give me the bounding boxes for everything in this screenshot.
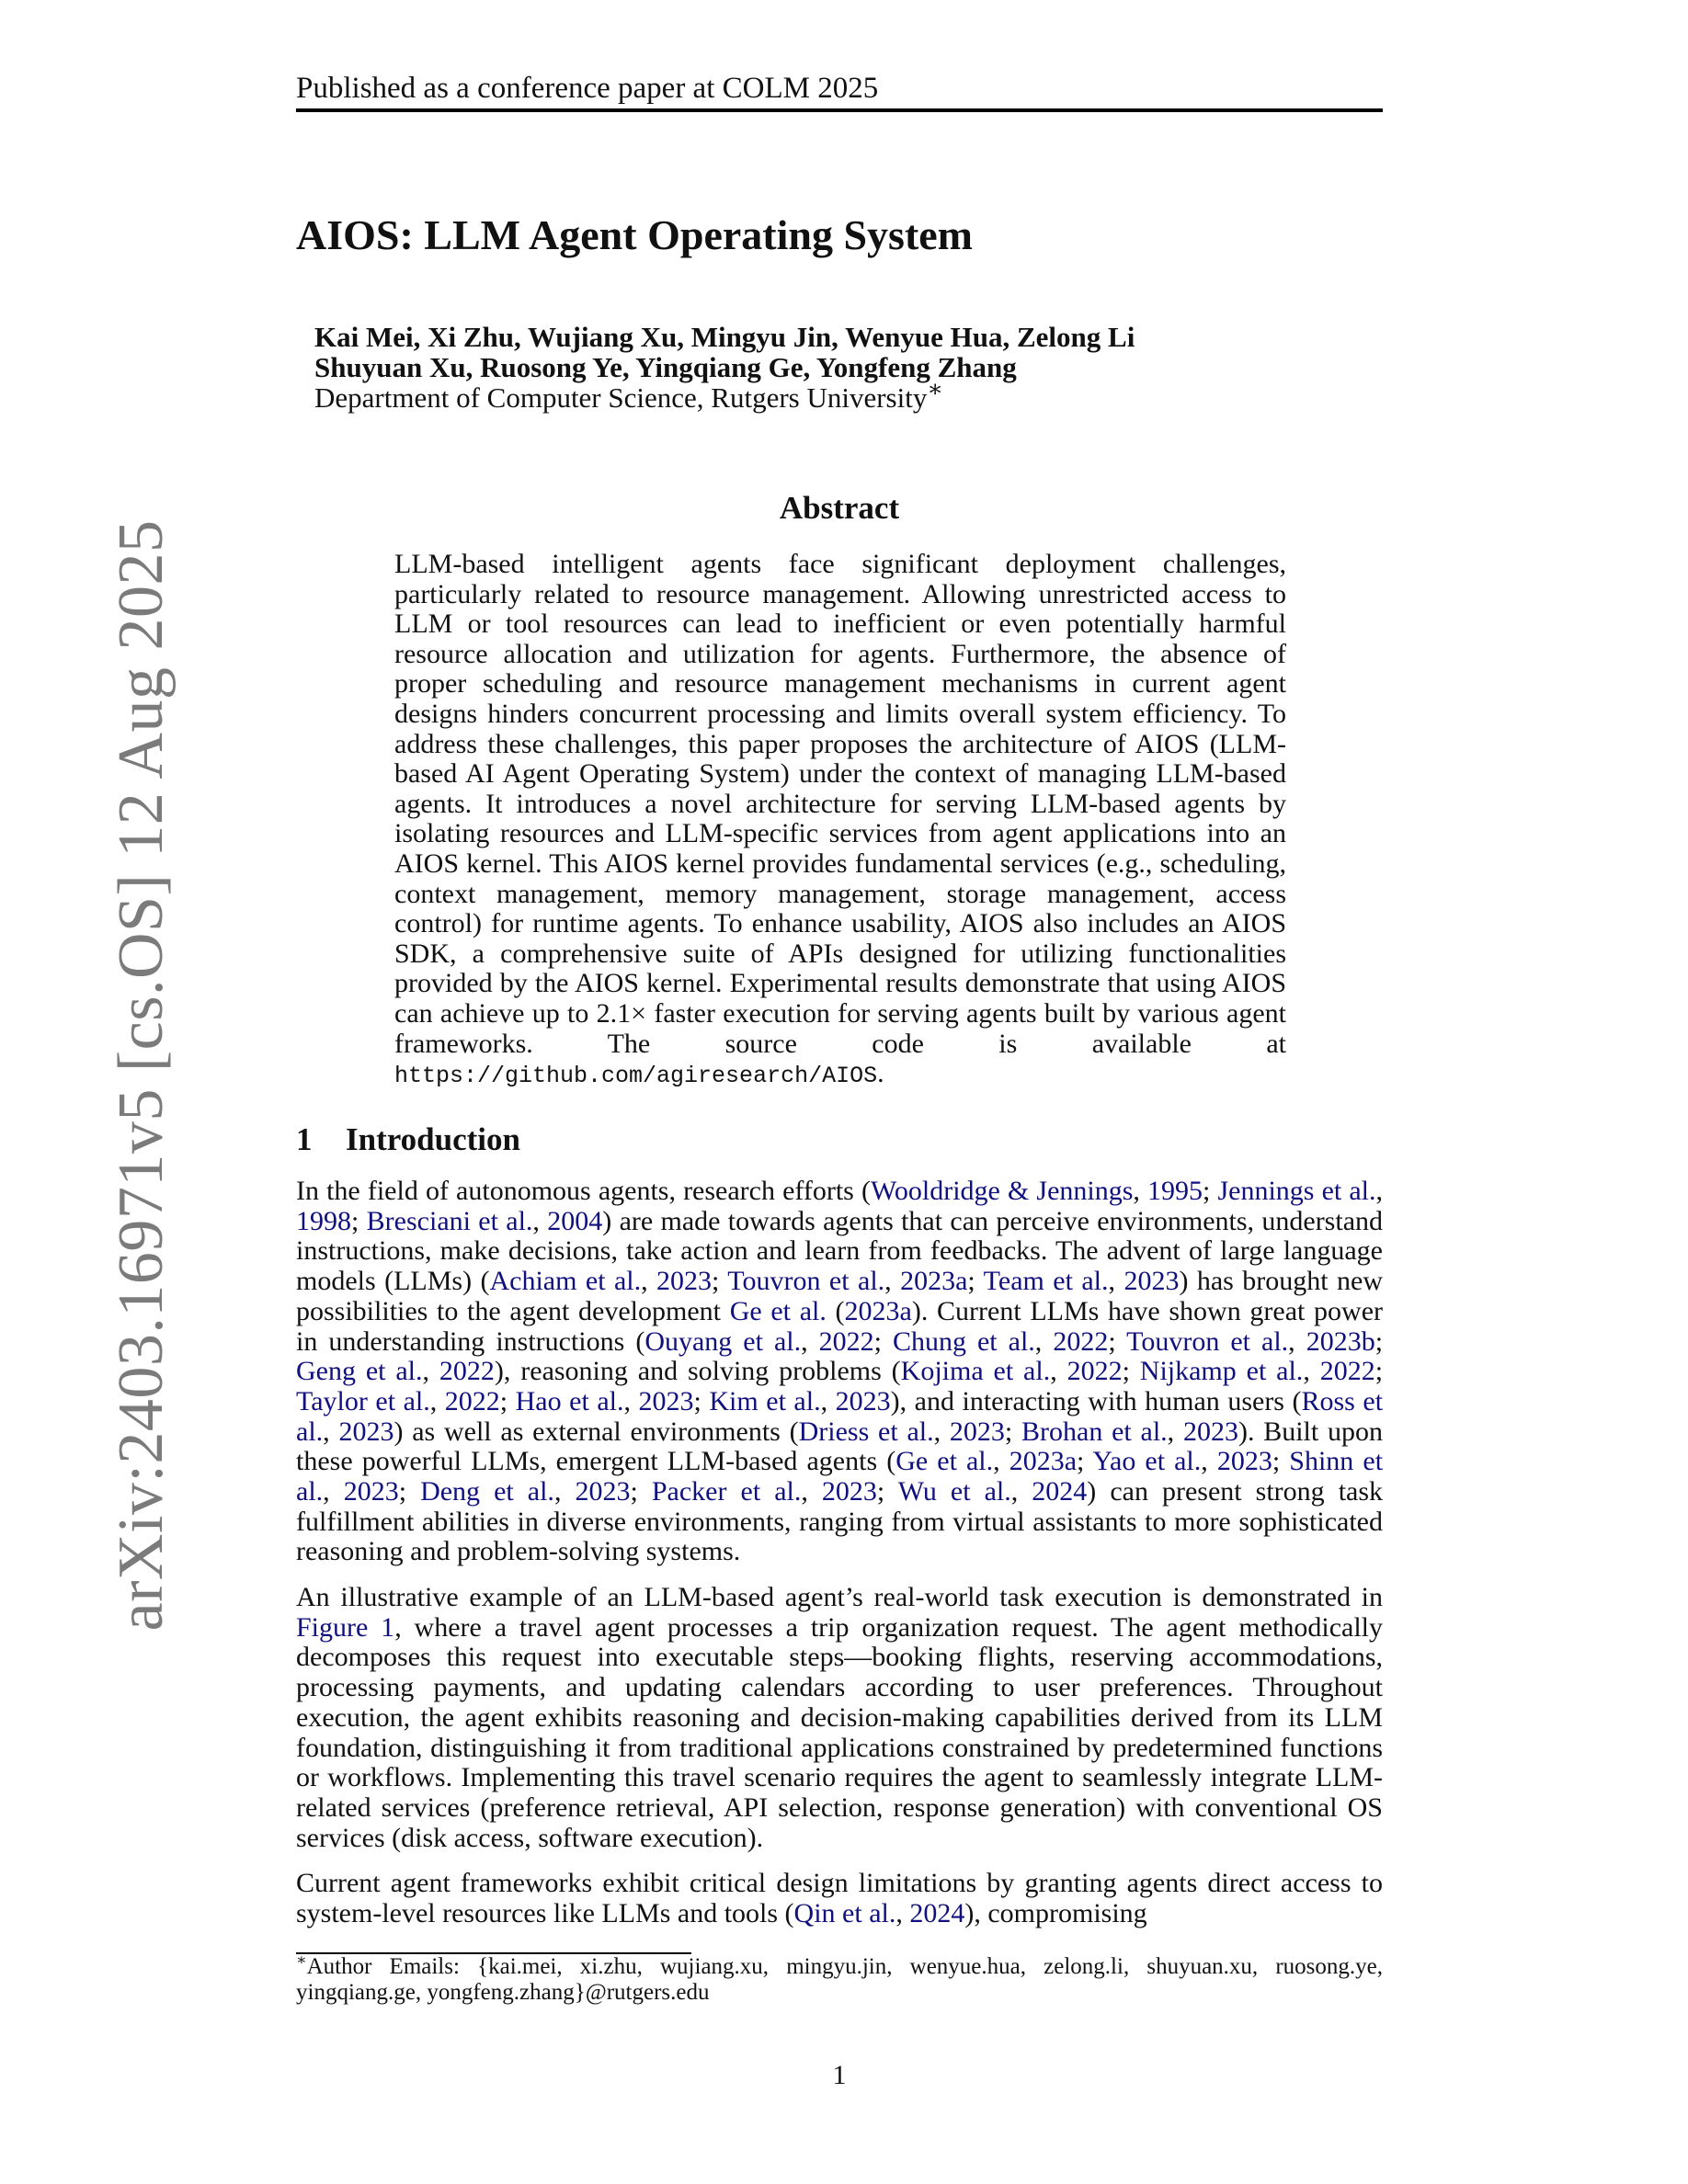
footnote-text: Author Emails: {kai.mei, xi.zhu, wujiang.xu, mingyu.jin, wenyue.hua, zelong.li, shuyuan.xu, ruosong.ye, yingqiang.ge, yongfeng.zhang}@rutgers.edu [296, 1954, 1383, 2005]
paragraph-text: , [532, 1205, 548, 1236]
citation-link[interactable]: Ouyang et al. [644, 1325, 802, 1357]
paragraph-text: ; [630, 1476, 652, 1507]
paper-title: AIOS: LLM Agent Operating System [296, 211, 973, 258]
paragraph-text: , [553, 1476, 576, 1507]
citation-link[interactable]: Kim et al. [709, 1385, 821, 1416]
citation-link[interactable]: 2023 [835, 1385, 891, 1416]
author-list-line-1: Kai Mei, Xi Zhu, Wujiang Xu, Mingyu Jin, Wenyue Hua, Zelong Li [314, 321, 1135, 353]
citation-link[interactable]: 2023b [1306, 1325, 1375, 1357]
page-number: 1 [832, 2060, 847, 2090]
citation-link[interactable]: Achiam et al. [489, 1266, 642, 1297]
affiliation [314, 375, 1381, 414]
citation-link[interactable]: 2022 [1319, 1356, 1375, 1387]
citation-link[interactable]: 2023 [949, 1416, 1005, 1447]
paragraph-text: , [895, 1897, 910, 1928]
paragraph-text: , [323, 1476, 344, 1507]
paragraph-text: ; [1374, 1325, 1384, 1357]
intro-paragraph-3 [296, 1869, 1383, 1928]
paragraph-text: , [1034, 1325, 1054, 1357]
paragraph-text: ; [398, 1476, 421, 1507]
citation-link[interactable]: Driess et al. [798, 1416, 934, 1447]
paragraph-text: Current agent frameworks exhibit critical design limitations by granting agents direct access to system-level resources like LLMs and tools ( [296, 1868, 1383, 1928]
paragraph-text: , [884, 1266, 901, 1297]
paragraph-text: ) can present strong task fulfillment abilities in diverse environments, ranging from virtual assistants to more sophisticated reasoning and problem-solving systems. [296, 1476, 1384, 1567]
venue-label: Published as a conference paper at COLM 2025 [296, 72, 879, 105]
paragraph-text: ). Built upon these powerful LLMs, emergent LLM-based agents ( [296, 1416, 1384, 1477]
paragraph-text: ; [1203, 1176, 1218, 1206]
citation-link[interactable]: Geng et al. [296, 1356, 423, 1387]
citation-link[interactable]: 2024 [1032, 1476, 1088, 1507]
paragraph-text: , [429, 1385, 445, 1416]
citation-link[interactable]: 2023 [656, 1266, 713, 1297]
citation-link[interactable]: 2004 [547, 1205, 603, 1236]
paragraph-text: , [1375, 1176, 1383, 1206]
paragraph-text: ) has brought new possibilities to the agent development [296, 1266, 1384, 1326]
citation-link[interactable]: 2022 [818, 1325, 874, 1357]
paragraph-text: , [801, 1476, 822, 1507]
citation-link[interactable]: 2023 [638, 1385, 694, 1416]
paragraph-text: ; [1374, 1356, 1384, 1387]
paragraph-text: ) are made towards agents that can perceive environments, understand instructions, make decisions, take action and learn from feedbacks. The advent of large language models (LLMs) ( [296, 1205, 1384, 1297]
citation-link[interactable]: 2023a [844, 1295, 912, 1326]
paragraph-text: ; [967, 1266, 984, 1297]
paragraph-text: ; [1004, 1416, 1021, 1447]
paragraph-text: , [1050, 1356, 1067, 1387]
citation-link[interactable]: Jennings et al. [1217, 1176, 1376, 1206]
paragraph-text: , [801, 1325, 819, 1357]
paragraph-text: ), compromising [964, 1897, 1147, 1928]
citation-link[interactable]: Wooldridge & Jennings [870, 1176, 1134, 1206]
citation-link[interactable]: 2023 [1182, 1416, 1238, 1447]
author-block [314, 322, 1381, 413]
citation-link[interactable]: 1998 [296, 1205, 351, 1236]
paragraph-text: ; [351, 1205, 367, 1236]
paragraph-text: , [1288, 1325, 1306, 1357]
paragraph-text: ; [1077, 1446, 1093, 1477]
paragraph-text: ( [826, 1295, 845, 1326]
abstract-end: . [877, 1058, 884, 1089]
citation-link[interactable]: 2023 [343, 1476, 399, 1507]
citation-link[interactable]: Chung et al. [892, 1325, 1035, 1357]
abstract-body [394, 550, 1286, 1092]
citation-link[interactable]: 2022 [1066, 1356, 1123, 1387]
citation-link[interactable]: Touvron et al. [1126, 1325, 1289, 1357]
citation-link[interactable]: Qin et al. [793, 1897, 896, 1928]
paragraph-text: ; [499, 1385, 516, 1416]
citation-link[interactable]: 2023 [1216, 1446, 1272, 1477]
paragraph-text: , [1201, 1446, 1217, 1477]
footnote [296, 1951, 1383, 2006]
author-list-line-2: Shuyuan Xu, Ruosong Ye, Yingqiang Ge, Yongfeng Zhang [314, 351, 1017, 383]
section-title: Introduction [346, 1121, 520, 1157]
arxiv-side-stamp: arXiv:2403.16971v5 [cs.OS] 12 Aug 2025 [106, 519, 177, 1632]
citation-link[interactable]: Packer et al. [651, 1476, 802, 1507]
paragraph-text: , [1167, 1416, 1183, 1447]
citation-link[interactable]: Hao et al. [515, 1385, 624, 1416]
citation-link[interactable]: 2023 [1123, 1266, 1180, 1297]
abstract-heading: Abstract [779, 490, 900, 526]
paragraph-text: ) as well as external environments ( [393, 1416, 799, 1447]
citation-link[interactable]: Yao et al. [1092, 1446, 1202, 1477]
citation-link[interactable]: 1995 [1147, 1176, 1203, 1206]
paragraph-text: ; [1272, 1446, 1290, 1477]
paragraph-text: , [993, 1446, 1009, 1477]
footnote-mark: ∗ [296, 1951, 307, 1969]
source-code-link[interactable]: https://github.com/agiresearch/AIOS [394, 1063, 878, 1090]
paragraph-text: ; [1108, 1325, 1127, 1357]
citation-link[interactable]: 2024 [909, 1897, 965, 1928]
paragraph-text: ; [693, 1385, 710, 1416]
citation-link[interactable]: 2022 [439, 1356, 495, 1387]
section-number: 1 [296, 1121, 313, 1157]
paragraph-text: , [323, 1416, 339, 1447]
citation-link[interactable]: 2023a [1009, 1446, 1078, 1477]
citation-link[interactable]: Touvron et al. [727, 1266, 885, 1297]
citation-link[interactable]: 2023a [900, 1266, 968, 1297]
citation-link[interactable]: Ross et al. [296, 1385, 1384, 1447]
paragraph-text: , [933, 1416, 950, 1447]
citation-link[interactable]: Ge et al. [895, 1446, 994, 1477]
paragraph-text: An illustrative example of an LLM-based agent’s real-world task execution is demonstrated in [296, 1582, 1383, 1612]
intro-paragraph-2 [296, 1583, 1383, 1853]
citation-link[interactable]: Deng et al. [420, 1476, 554, 1507]
citation-link[interactable]: Brohan et al. [1021, 1416, 1168, 1447]
abstract-text: LLM-based intelligent agents face significant deployment challenges, particularly related to resource management. Allowing unrestricted access to LLM or tool resources can lead to inefficient or even potentially harmful resource allocation and utilization for agents. Furthermore, the absence of proper scheduling and resource management mechanisms in current agent designs hinders concurrent processing and limits overall system efficiency. To address these challenges, this paper proposes the architecture of AIOS (LLM-based AI Agent Operating System) under the context of managing LLM-based agents. It introduces a novel architecture for serving LLM-based agents by isolating resources and LLM-specific services from agent applications into an AIOS kernel. This AIOS kernel provides fundamental services (e.g., scheduling, context management, memory management, storage management, access control) for runtime agents. To enhance usability, AIOS also includes an AIOS SDK, a comprehensive suite of APIs designed for utilizing functionalities provided by the AIOS kernel. Experimental results demonstrate that using AIOS can achieve up to 2.1× faster execution for serving agents built by various agent frameworks. The source code is available at [394, 549, 1286, 1059]
citation-link[interactable]: Figure 1 [296, 1611, 395, 1643]
paragraph-text: , [820, 1385, 836, 1416]
citation-link[interactable]: 2023 [575, 1476, 631, 1507]
paragraph-text: , [1010, 1476, 1032, 1507]
paragraph-text: ; [873, 1325, 893, 1357]
citation-link[interactable]: Shinn et al. [296, 1446, 1384, 1507]
paragraph-text: ), reasoning and solving problems ( [494, 1356, 901, 1387]
citation-link[interactable]: Bresciani et al. [366, 1205, 533, 1236]
citation-link[interactable]: 2023 [821, 1476, 877, 1507]
paragraph-text: ; [876, 1476, 898, 1507]
citation-link[interactable]: Team et al. [983, 1266, 1109, 1297]
footnote-marker: ∗ [927, 375, 943, 403]
paragraph-text: , where a travel agent processes a trip organization request. The agent methodically decomposes this request into executable steps—booking flights, reserving accommodations, processing payments, and updating calendars according to user preferences. Throughout execution, the agent exhibits reasoning and decision-making capabilities derived from its LLM foundation, distinguishing it from traditional applications constrained by predetermined functions or workflows. Implementing this travel scenario requires the agent to seamlessly integrate LLM-related services (preference retrieval, API selection, response generation) with conventional OS services (disk access, software execution). [296, 1611, 1383, 1853]
citation-link[interactable]: Ge et al. [729, 1295, 827, 1326]
affiliation-text: Department of Computer Science, Rutgers University [314, 381, 928, 414]
intro-paragraph-1 [296, 1177, 1383, 1567]
paragraph-text: , [1108, 1266, 1124, 1297]
section-heading-introduction [296, 1120, 1383, 1160]
citation-link[interactable]: Wu et al. [897, 1476, 1011, 1507]
paragraph-text: , [623, 1385, 639, 1416]
paragraph-text: ; [712, 1266, 728, 1297]
citation-link[interactable]: Nijkamp et al. [1139, 1356, 1304, 1387]
paragraph-text: , [422, 1356, 439, 1387]
citation-link[interactable]: Kojima et al. [900, 1356, 1051, 1387]
citation-link[interactable]: 2023 [338, 1416, 394, 1447]
paragraph-text: ). Current LLMs have shown great power in understanding instructions ( [296, 1295, 1383, 1357]
paragraph-text: , [641, 1266, 657, 1297]
citation-link[interactable]: 2022 [444, 1385, 500, 1416]
citation-link[interactable]: Taylor et al. [296, 1385, 430, 1416]
paragraph-text: In the field of autonomous agents, research efforts ( [296, 1176, 871, 1206]
paragraph-text: ; [1122, 1356, 1140, 1387]
citation-link[interactable]: 2022 [1053, 1325, 1109, 1357]
running-header [296, 70, 1383, 112]
paragraph-text: ), and interacting with human users ( [890, 1385, 1302, 1416]
paragraph-text: , [1303, 1356, 1320, 1387]
paragraph-text: , [1133, 1176, 1148, 1206]
